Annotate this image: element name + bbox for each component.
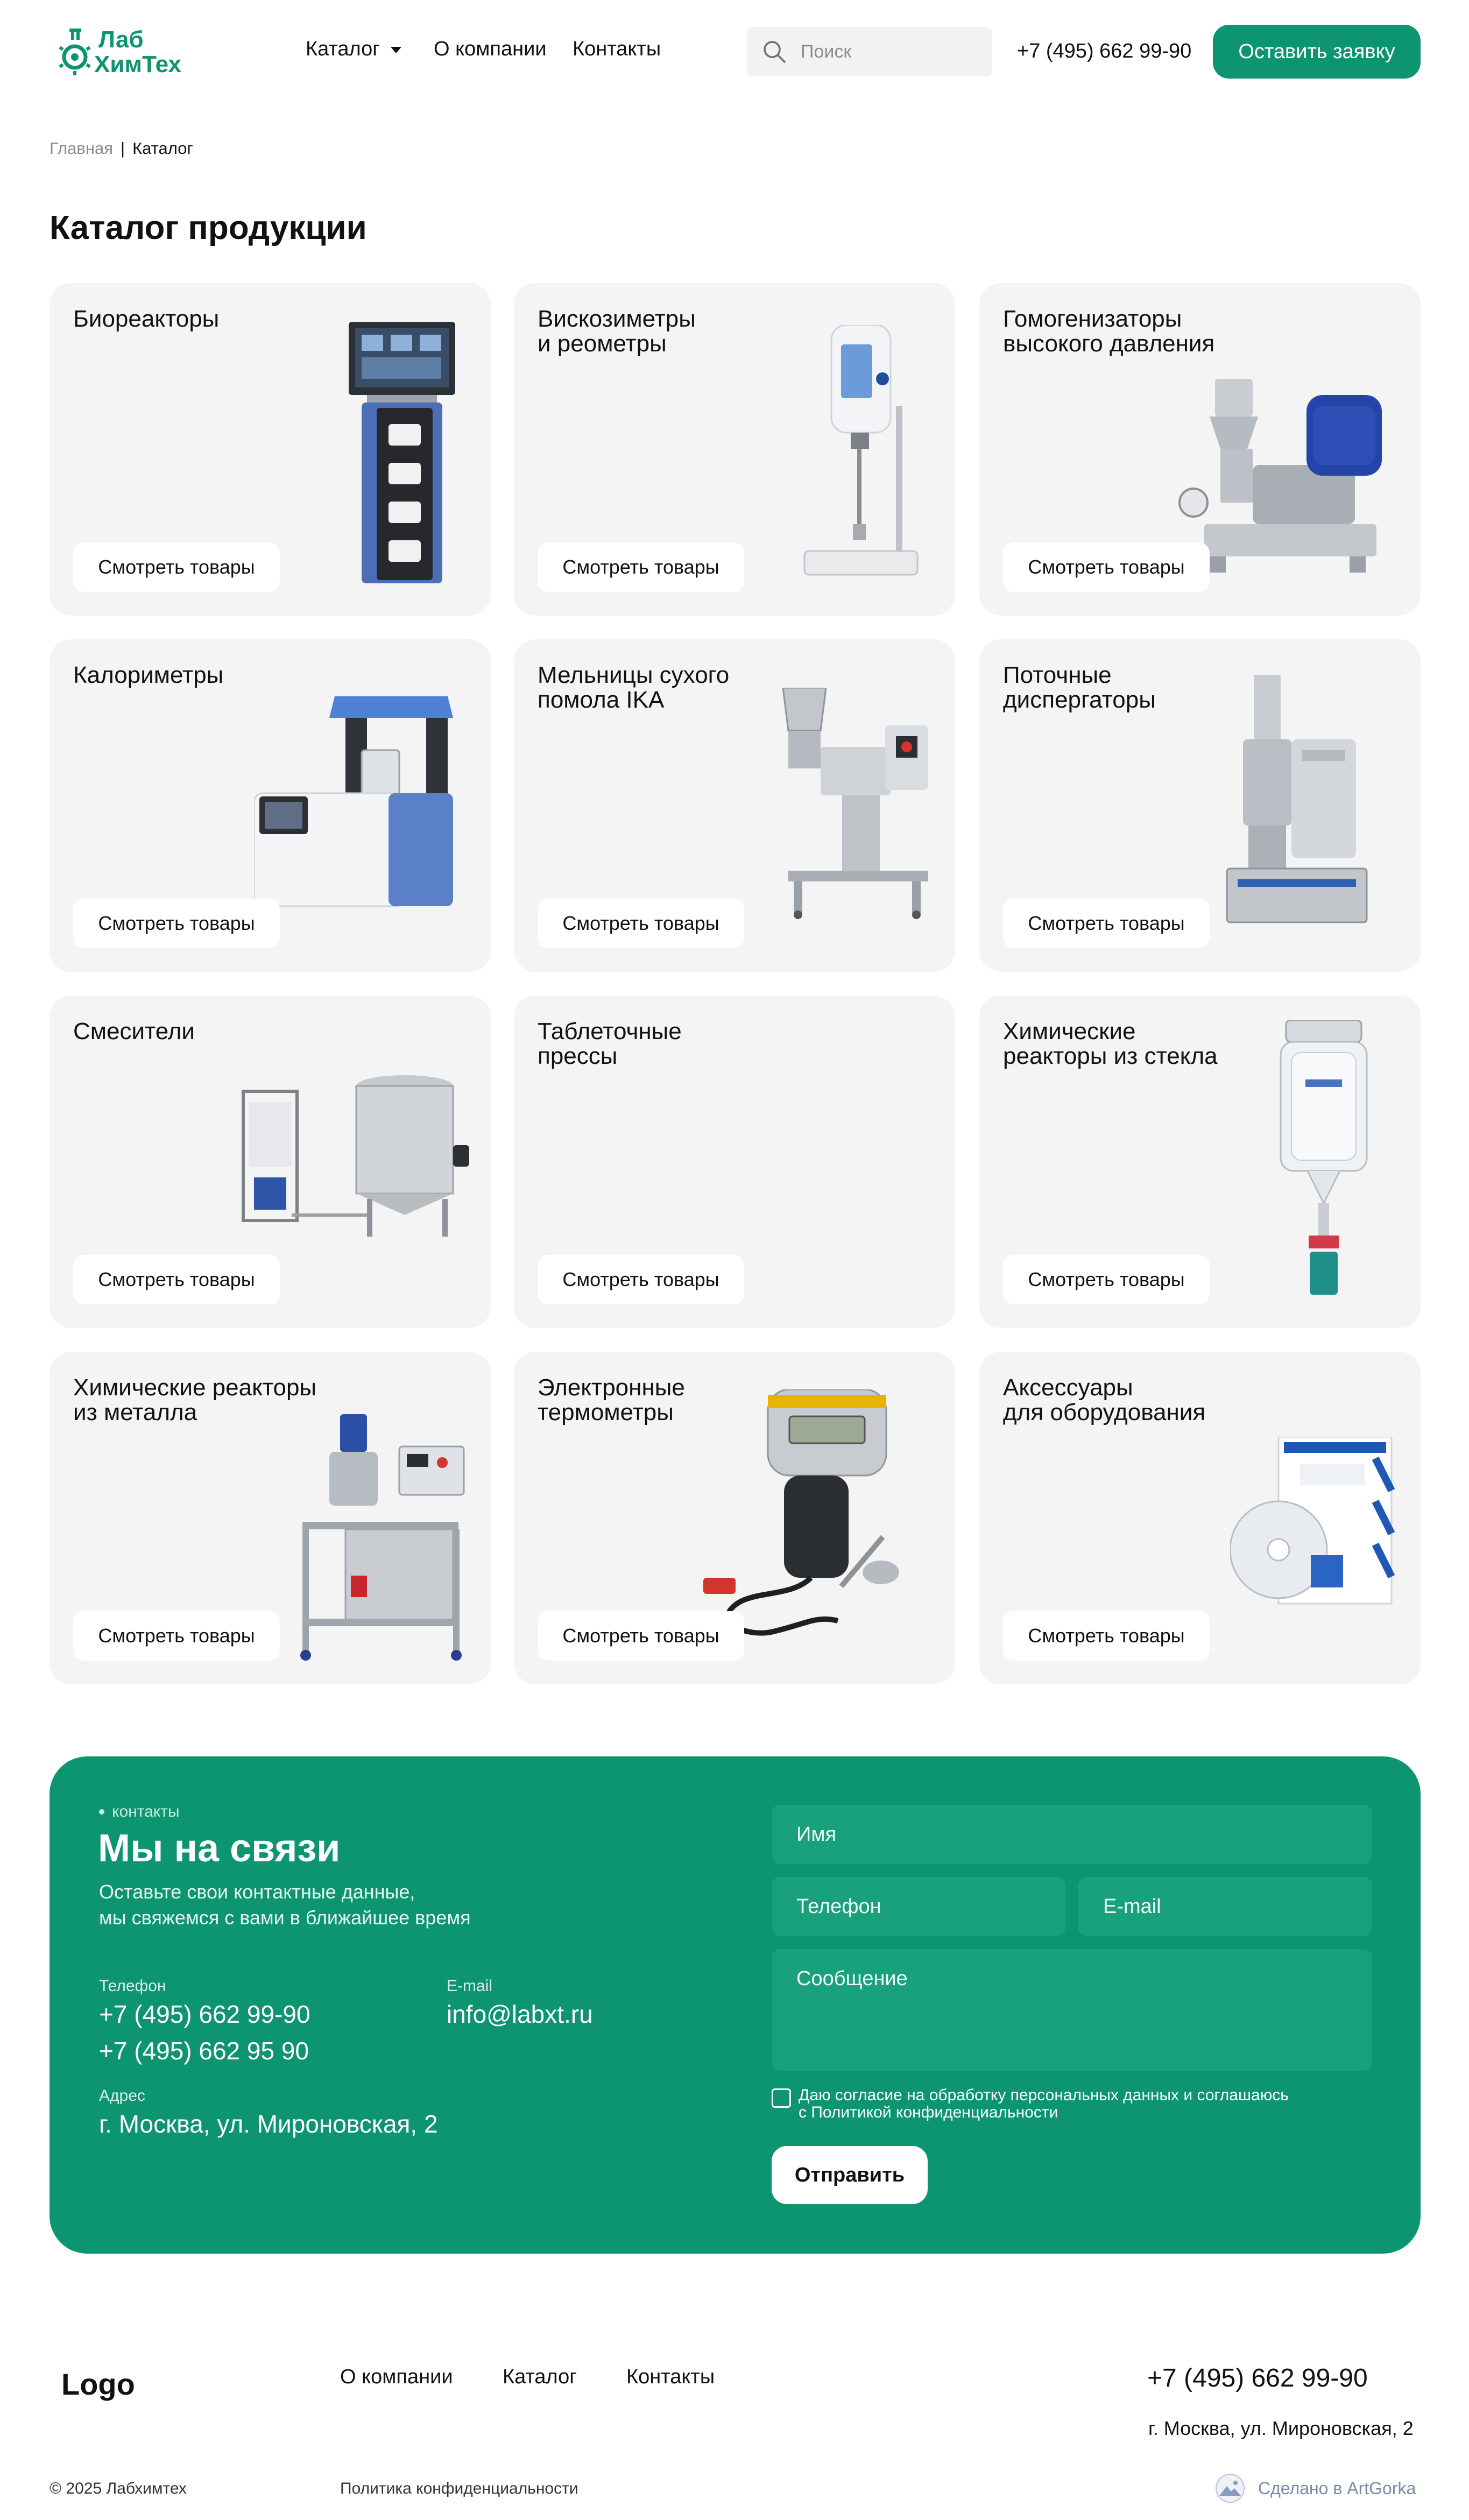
footer-address: г. Москва, ул. Мироновская, 2 <box>1148 2417 1414 2439</box>
flask-gear-logo-icon <box>56 24 218 77</box>
message-field[interactable] <box>772 1949 1372 2071</box>
catalog-card[interactable] <box>514 996 955 1328</box>
card-title: Смесители <box>73 1018 195 1044</box>
contact-title: Мы на связи <box>98 1827 341 1870</box>
nav-contacts[interactable]: Контакты <box>573 38 661 60</box>
footer-nav-about[interactable]: О компании <box>340 2366 453 2388</box>
card-title: Гомогенизаторы высокого давления <box>1003 306 1215 357</box>
submit-button[interactable]: Отправить <box>772 2146 928 2204</box>
catalog-card[interactable] <box>979 639 1421 972</box>
catalog-card[interactable] <box>514 639 955 972</box>
view-products-button[interactable]: Смотреть товары <box>1003 1611 1210 1661</box>
view-products-button[interactable]: Смотреть товары <box>73 542 280 592</box>
view-products-button[interactable]: Смотреть товары <box>538 1255 744 1304</box>
breadcrumb-current: Каталог <box>132 139 193 158</box>
contact-phone-1[interactable]: +7 (495) 662 99-90 <box>99 2000 310 2028</box>
view-products-button[interactable]: Смотреть товары <box>538 899 744 948</box>
view-products-button[interactable]: Смотреть товары <box>73 1611 280 1661</box>
card-title: Электронные термометры <box>538 1374 685 1425</box>
card-title: Биореакторы <box>73 306 220 332</box>
breadcrumb-separator: | <box>121 139 125 158</box>
metal-reactor-image <box>292 1414 469 1662</box>
view-products-button[interactable]: Смотреть товары <box>1003 542 1210 592</box>
mixer-image <box>232 1070 475 1242</box>
bioreactor-image <box>345 322 458 585</box>
contact-email[interactable]: info@labxt.ru <box>447 2000 593 2028</box>
view-products-button[interactable]: Смотреть товары <box>538 1611 744 1661</box>
view-products-button[interactable]: Смотреть товары <box>538 542 744 592</box>
card-title: Калориметры <box>73 662 224 688</box>
breadcrumb-home[interactable]: Главная <box>50 139 113 158</box>
phone-field[interactable] <box>772 1877 1065 1936</box>
catalog-card[interactable] <box>979 1352 1421 1684</box>
catalog-card[interactable] <box>979 283 1421 616</box>
footer-logo[interactable]: Logo <box>61 2367 135 2401</box>
address-label: Адрес <box>99 2087 145 2105</box>
disperser-image <box>1221 675 1372 933</box>
nav-about[interactable]: О компании <box>434 38 547 60</box>
contact-address: г. Москва, ул. Мироновская, 2 <box>99 2110 438 2138</box>
dot-icon <box>99 1809 104 1815</box>
mill-image <box>778 688 934 919</box>
catalog-card[interactable] <box>979 996 1421 1328</box>
catalog-card[interactable] <box>50 996 491 1328</box>
footer-nav-contacts[interactable]: Контакты <box>626 2366 715 2388</box>
contact-subtitle: Оставьте свои контактные данные, мы свяжемся с вами в ближайшее время <box>99 1881 471 1929</box>
page-title: Каталог продукции <box>50 209 367 246</box>
footer-nav-catalog[interactable]: Каталог <box>503 2366 577 2388</box>
svg-text:ХимТех: ХимТех <box>94 51 181 77</box>
svg-text:Лаб: Лаб <box>98 26 144 53</box>
view-products-button[interactable]: Смотреть товары <box>1003 899 1210 948</box>
site-header <box>0 0 1469 108</box>
viscometer-image <box>799 325 923 578</box>
view-products-button[interactable]: Смотреть товары <box>1003 1255 1210 1304</box>
catalog-card[interactable] <box>50 1352 491 1684</box>
card-title: Химические реакторы из металла <box>73 1374 317 1425</box>
nav-catalog-label: Каталог <box>306 38 380 60</box>
card-title: Таблеточные прессы <box>538 1018 682 1069</box>
email-label: E-mail <box>447 1977 493 1995</box>
glass-reactor-image <box>1275 1020 1372 1300</box>
name-field[interactable] <box>772 1805 1372 1864</box>
made-by-link[interactable] <box>1215 2473 1416 2503</box>
card-title: Аксессуары для оборудования <box>1003 1374 1206 1425</box>
made-by-label: Сделано в ArtGorka <box>1258 2478 1416 2498</box>
contact-section <box>50 1756 1421 2254</box>
catalog-card[interactable] <box>514 283 955 616</box>
footer-phone[interactable]: +7 (495) 662 99-90 <box>1147 2364 1368 2392</box>
section-tag <box>99 1803 180 1821</box>
card-title: Вискозиметры и реометры <box>538 306 696 357</box>
view-products-button[interactable]: Смотреть товары <box>73 1255 280 1304</box>
view-products-button[interactable]: Смотреть товары <box>73 899 280 948</box>
breadcrumb <box>50 139 193 158</box>
email-field[interactable] <box>1078 1877 1372 1936</box>
consent-checkbox[interactable] <box>772 2088 791 2108</box>
card-title: Химические реакторы из стекла <box>1003 1018 1218 1069</box>
catalog-card[interactable] <box>514 1352 955 1684</box>
accessories-image <box>1230 1437 1397 1614</box>
header-phone[interactable]: +7 (495) 662 99-90 <box>1017 40 1192 62</box>
phone-label: Телефон <box>99 1977 166 1995</box>
card-title: Поточные диспергаторы <box>1003 662 1156 713</box>
section-tag-label: контакты <box>112 1803 180 1820</box>
copyright: © 2025 Лабхимтех <box>50 2480 187 2497</box>
brand-logo[interactable] <box>56 24 218 77</box>
nav-catalog[interactable] <box>306 38 401 61</box>
search-box[interactable] <box>747 27 992 76</box>
mountain-logo-icon <box>1215 2473 1245 2503</box>
catalog-card[interactable] <box>50 639 491 972</box>
contact-phone-2[interactable]: +7 (495) 662 95 90 <box>99 2037 309 2065</box>
catalog-card[interactable] <box>50 283 491 616</box>
request-button[interactable]: Оставить заявку <box>1213 25 1421 79</box>
search-icon <box>762 39 787 64</box>
privacy-link[interactable]: Политика конфиденциальности <box>340 2480 578 2497</box>
card-title: Мельницы сухого помола IKA <box>538 662 730 713</box>
calorimeter-image <box>254 691 458 912</box>
search-input[interactable] <box>801 41 984 62</box>
chevron-down-icon <box>391 47 401 53</box>
consent-label: Даю согласие на обработку персональных данных и соглашаюсь с Политикой конфиденциальности <box>799 2086 1289 2121</box>
